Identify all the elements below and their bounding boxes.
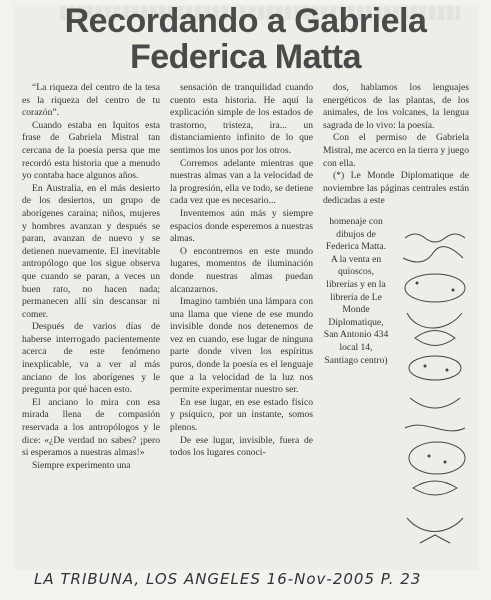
paragraph: Imagino también una lámpara con una llama que viene de ese mundo invisible donde nos detenemos de vez en cuando, ese lugar de ninguna parte donde viven los espíritus puros, donde la poesía es el lenguaje que a la velocidad de la luz nos permite experimentar nuestro ser.	[170, 296, 313, 396]
paragraph: dos, hablamos los lenguajes energéticos de las plantas, de los animales, de los volcanes, la lengua sagrada de lo vivo: la poesía.	[323, 82, 469, 131]
illustration-drawing	[395, 228, 475, 558]
article-column-1	[22, 82, 160, 472]
paragraph: Cuando estaba en Iquitos esta frase de Gabriela Mistral tan cercana de la poesía persa que me recordó esta historia que a menudo yo contaba hace algunos años.	[22, 119, 160, 182]
handwritten-source-caption: LA TRIBUNA, LOS ANGELES 16-Nov-2005 P. 23	[34, 570, 422, 588]
article-column-2	[170, 82, 313, 460]
article-column-3-narrow	[323, 216, 389, 367]
paragraph: Inventemos aún más y siempre espacios donde esperemos a nuestras almas.	[170, 207, 313, 245]
paragraph: (*) Le Monde Diplomatique de noviembre las páginas centrales están dedicadas a este	[323, 170, 469, 207]
paragraph: Después de varios días de haberse interrogado pacientemente acerca de este fenómeno inexplicable, va a ver al más anciano de los aborígenes y le pregunta por qué hacen esto.	[22, 321, 160, 396]
headline-line-1: Recordando a Gabriela	[64, 2, 427, 40]
article-column-3-top	[323, 82, 469, 208]
paragraph: El anciano lo mira con esa mirada llena de compasión reservada a los antropólogos y le dice: «¿De verdad no sabes? ¡pero si esperamos a nuestras almas!»	[22, 396, 160, 459]
paragraph: “La riqueza del centro de la tesa es la riqueza del centro de tu corazón”.	[22, 82, 160, 119]
paragraph: Corremos adelante mientras que nuestras almas van a la velocidad de la progresión, ella ve todo, se detiene cada vez que es necesario...	[170, 157, 313, 207]
paragraph: De ese lugar, invisible, fuera de todos los lugares conoci-	[170, 434, 313, 459]
paragraph: Con el permiso de Gabriela Mistral, me acerco en la tierra y juego con ella.	[323, 132, 469, 169]
paragraph: O encontremos en este mundo lugares, momentos de iluminación donde nuestras almas puedan alcanzarnos.	[170, 245, 313, 295]
paragraph: Siempre experimento una	[32, 459, 131, 471]
headline-line-2: Federica Matta	[129, 38, 362, 76]
paragraph: En Australia, en el más desierto de los desiertos, un grupo de aborígenes caraina; niños, mujeres y hombres avanzan y después se paran, avanzan de nuevo y se detienen nuevamente. El inevitable antropólogo que los sigue observa que cuando se paran, a veces un buen rato, no hacen nada; permanecen allí sin descansar ni comer.	[22, 182, 160, 320]
paragraph: En ese lugar, en ese estado físico y psíquico, por un instante, somos plenos.	[170, 396, 313, 434]
paragraph: sensación de tranquilidad cuando cuento esta historia. He aquí la explicación simple de los estados de trastorno, tristeza, ira... un distanciamiento infinito de lo que sentimos los unos por los otros.	[170, 82, 313, 156]
paragraph: homenaje con dibujos de Federica Matta. A la venta en quioscos, librerías y en la librería de Le Monde Diplomatique, San Antonio 434 local 14, Santiago centro)	[323, 216, 389, 366]
